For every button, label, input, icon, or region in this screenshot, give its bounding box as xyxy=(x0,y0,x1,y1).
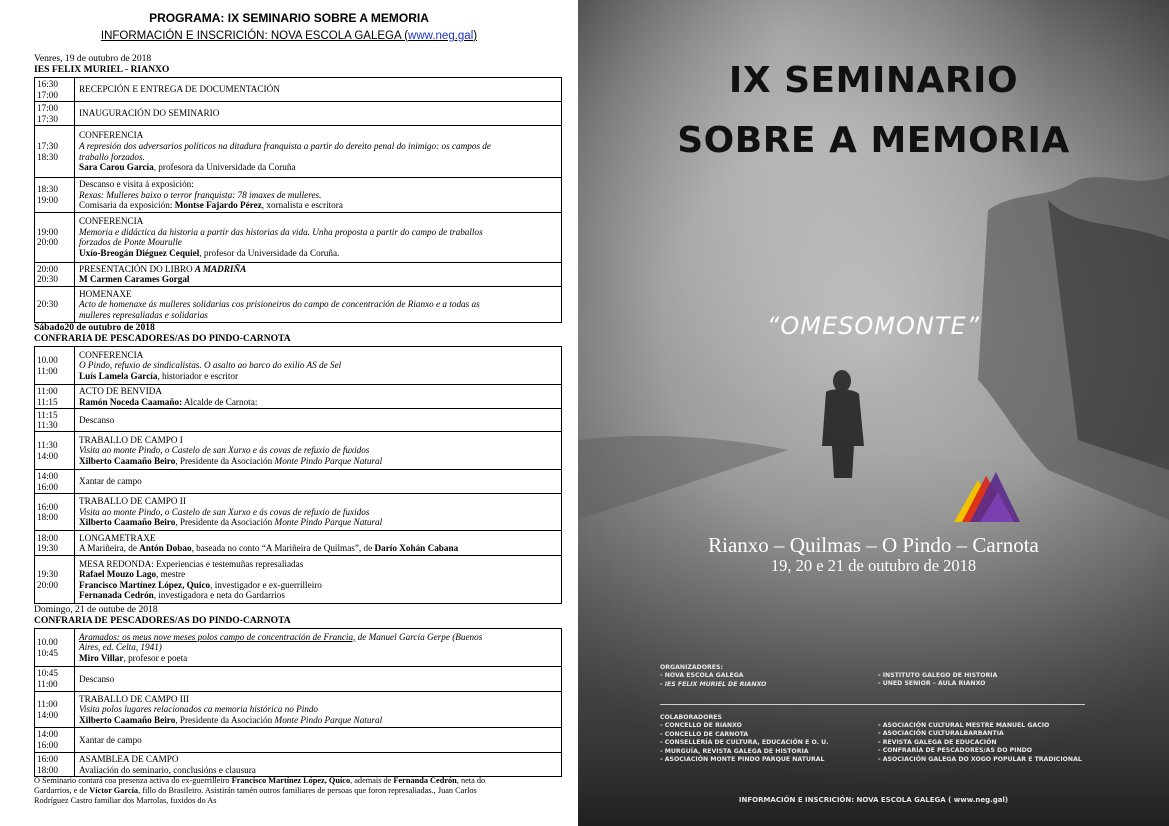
session-cell: PRESENTACIÓN DO LIBRO A MADRIÑA M Carmen Carames Gorgal xyxy=(75,262,562,286)
time-cell: 11:15 11:30 xyxy=(35,409,75,432)
table-row xyxy=(35,692,562,728)
cover-title-line2: SOBRE A MEMORIA xyxy=(677,120,1070,161)
time-cell: 16:00 18:00 xyxy=(35,753,75,777)
time-cell: 10:45 11:00 xyxy=(35,667,75,692)
table-row xyxy=(35,556,562,604)
session-cell: CONFERENCIA Memoria e didáctica da historia a partir das historias da vida. Unha proposta a partir do campo de traballos forzados de Ponte Mourulle Uxío-Breogán Diéguez Cequiel, profesor da Universidade da Coruña. xyxy=(75,212,562,262)
session-cell: INAUGURACIÓN DO SEMINARIO xyxy=(75,102,562,126)
table-row xyxy=(35,409,562,432)
table-row xyxy=(35,102,562,126)
table-row xyxy=(35,531,562,556)
session-cell: LONGAMETRAXE A Mariñeira, de Antón Dobao, baseada no conto “A Mariñeira de Quilmas”, de Darío Xohán Cabana xyxy=(75,531,562,556)
table-row xyxy=(35,126,562,178)
day2-date: Sábado20 de outubro de 2018 xyxy=(34,322,155,333)
day1-place: IES FELIX MURIEL - RIANXO xyxy=(34,63,170,75)
table-row xyxy=(35,667,562,692)
time-cell: 20:30 xyxy=(35,286,75,322)
session-cell: TRABALLO DE CAMPO III Visita polos lugares relacionados ca memoria histórica no Pindo Xilberto Caamaño Beiro, Presidente da Asociación Monte Pindo Parque Natural xyxy=(75,692,562,728)
session-cell: Xantar de campo xyxy=(75,728,562,753)
day1-date: Venres, 19 de outubro de 2018 xyxy=(34,53,152,64)
session-cell: CONFERENCIA O Pindo, refuxio de sindicalistas. O asalto ao barco do exilio AS de Sel Luís Lamela García, historiador e escritor xyxy=(75,347,562,385)
program-page xyxy=(0,0,578,826)
cover-footer: INFORMACIÓN E INSCRICIÓN: NOVA ESCOLA GALEGA ( www.neg.gal) xyxy=(738,796,1009,804)
info-prefix: INFORMACIÓN E INSCRICIÓN: NOVA ESCOLA GALEGA ( xyxy=(100,30,409,42)
collaborators-left: COLABORADORES - CONCELLO DE RIANXO - CONCELLO DE CARNOTA - CONSELLERÍA DE CULTURA, EDUCACIÓN E O. U. - MURGUÍA, REVISTA GALEGA DE HISTORIA - ASOCIACIÓN MONTE PINDO PARQUE NATURAL xyxy=(660,714,829,764)
table-row xyxy=(35,385,562,409)
program-info xyxy=(0,30,578,42)
time-cell: 10.00 11:00 xyxy=(35,347,75,385)
time-cell: 16:00 18:00 xyxy=(35,494,75,531)
table-row xyxy=(35,432,562,470)
time-cell: 17:00 17:30 xyxy=(35,102,75,126)
time-cell: 14:00 16:00 xyxy=(35,470,75,494)
info-link[interactable]: www.neg.gal xyxy=(408,30,474,42)
session-cell: ACTO DE BENVIDA Ramón Noceda Caamaño: Alcalde de Carnota: xyxy=(75,385,562,409)
table-row xyxy=(35,212,562,262)
day2-place: CONFRARIA DE PESCADORES/AS DO PINDO-CARNOTA xyxy=(34,332,291,344)
table-row xyxy=(35,178,562,213)
time-cell: 19:30 20:00 xyxy=(35,556,75,604)
cover-dates: 19, 20 e 21 de outubro de 2018 xyxy=(770,556,977,575)
day1-heading xyxy=(34,54,169,75)
session-cell: Descanso e visita á exposición: Rexas: Mulleres baixo o terror franquista: 78 imaxes de mulleres. Comisaria da exposición: Montse Fajardo Pérez, xornalista e escritora xyxy=(75,178,562,213)
time-cell: 17:30 18:30 xyxy=(35,126,75,178)
session-cell: CONFERENCIA A represión dos adversarios políticos na ditadura franquista a partir do dereito penal do inimigo: os campos de traballo forzados. Sara Carou García, profesora da Universidade da Coruña xyxy=(75,126,562,178)
organizers-left: ORGANIZADORES: - NOVA ESCOLA GALEGA - IES FELIX MURIEL DE RIANXO xyxy=(660,664,767,688)
time-cell: 10.00 10:45 xyxy=(35,629,75,667)
session-cell: MESA REDONDA: Experiencias e testemuñas represaliadas Rafael Mouzo Lago, mestre Francisco Martínez López, Quico, investigador e ex-guerrilleiro Fernanada Cedrón, investigadora e neta do Gardarrios xyxy=(75,556,562,604)
day1-schedule xyxy=(34,77,562,323)
table-row xyxy=(35,753,562,777)
program-title: PROGRAMA: IX SEMINARIO SOBRE A MEMORIA xyxy=(149,11,429,25)
time-cell: 19:00 20:00 xyxy=(35,212,75,262)
cover-title-line1: IX SEMINARIO xyxy=(728,60,1019,101)
info-suffix: ) xyxy=(473,30,478,42)
footnote: O Seminario contará coa presenza activa do ex-guerrilleiro Francisco Martínez López, Quico, ademais de Fernanda Cedrón, neta do Gardarrios, e de Víctor García, fillo do Brasileiro. Asistirán tamén outros familiares de persoas que foron represaliadas., Juan Carlos Rodríguez Castro familiar dos Marrolas, fuxidos do As xyxy=(34,776,486,806)
cover-page xyxy=(578,0,1169,826)
day3-place: CONFRARIA DE PESCADORES/AS DO PINDO-CARNOTA xyxy=(34,614,291,626)
table-row xyxy=(35,78,562,102)
time-cell: 20:00 20:30 xyxy=(35,262,75,286)
cover-places: Rianxo – Quilmas – O Pindo – Carnota xyxy=(708,533,1039,557)
table-row xyxy=(35,728,562,753)
cover-subtitle: “OMESOMONTE” xyxy=(766,312,981,340)
session-cell: TRABALLO DE CAMPO II Visita ao monte Pindo, o Castelo de san Xurxo e ás covas de refuxio de fuxidos Xilberto Caamaño Beiro, Presidente da Asociación Monte Pindo Parque Natural xyxy=(75,494,562,531)
table-row xyxy=(35,494,562,531)
time-cell: 11:00 14:00 xyxy=(35,692,75,728)
day3-heading xyxy=(34,605,291,626)
table-row xyxy=(35,347,562,385)
time-cell: 16:30 17:00 xyxy=(35,78,75,102)
session-cell: RECEPCIÓN E ENTREGA DE DOCUMENTACIÓN xyxy=(75,78,562,102)
session-cell: TRABALLO DE CAMPO I Visita ao monte Pindo, o Castelo de san Xurxo e ás covas de refuxio de fuxidos Xilberto Caamaño Beiro, Presidente da Asociación Monte Pindo Parque Natural xyxy=(75,432,562,470)
time-cell: 18:30 19:00 xyxy=(35,178,75,213)
table-row xyxy=(35,470,562,494)
session-cell: Aramados: os meus nove meses polos campo de concentración de Francia, de Manuel García Gerpe (Buenos Aires, ed. Celta, 1941) Miro Villar, profesor e poeta xyxy=(75,629,562,667)
session-cell: Descanso xyxy=(75,409,562,432)
day2-heading xyxy=(34,323,291,344)
table-row xyxy=(35,262,562,286)
time-cell: 11:30 14:00 xyxy=(35,432,75,470)
session-cell: ASAMBLEA DE CAMPO Avaliación do seminario, conclusións e clausura xyxy=(75,753,562,777)
day3-schedule xyxy=(34,628,562,777)
session-cell: Descanso xyxy=(75,667,562,692)
session-cell: HOMENAXE Acto de homenaxe ás mulleres solidarias cos prisioneiros do campo de concentración de Rianxo e a todas as mulleres represaliadas e solidarias xyxy=(75,286,562,322)
time-cell: 18:00 19:30 xyxy=(35,531,75,556)
collaborators-right: - ASOCIACIÓN CULTURAL MESTRE MANUEL GACIO - ASOCIACIÓN CULTURALBARBANTIA - REVISTA GALEGA DE EDUCACIÓN - CONFRARÍA DE PESCADORES/AS DO PINDO - ASOCIACIÓN GALEGA DO XOGO POPULAR E TRADICIONAL xyxy=(878,722,1082,763)
seminar-logo xyxy=(950,466,1020,526)
organizers-right: - INSTITUTO GALEGO DE HISTORIA - UNED SENIOR – AULA RIANXO xyxy=(878,672,998,688)
divider xyxy=(660,704,1085,705)
table-row xyxy=(35,629,562,667)
table-row xyxy=(35,286,562,322)
day3-date: Domingo, 21 de outube de 2018 xyxy=(34,604,158,615)
session-cell: Xantar de campo xyxy=(75,470,562,494)
day2-schedule xyxy=(34,346,562,604)
time-cell: 11:00 11:15 xyxy=(35,385,75,409)
time-cell: 14:00 16:00 xyxy=(35,728,75,753)
